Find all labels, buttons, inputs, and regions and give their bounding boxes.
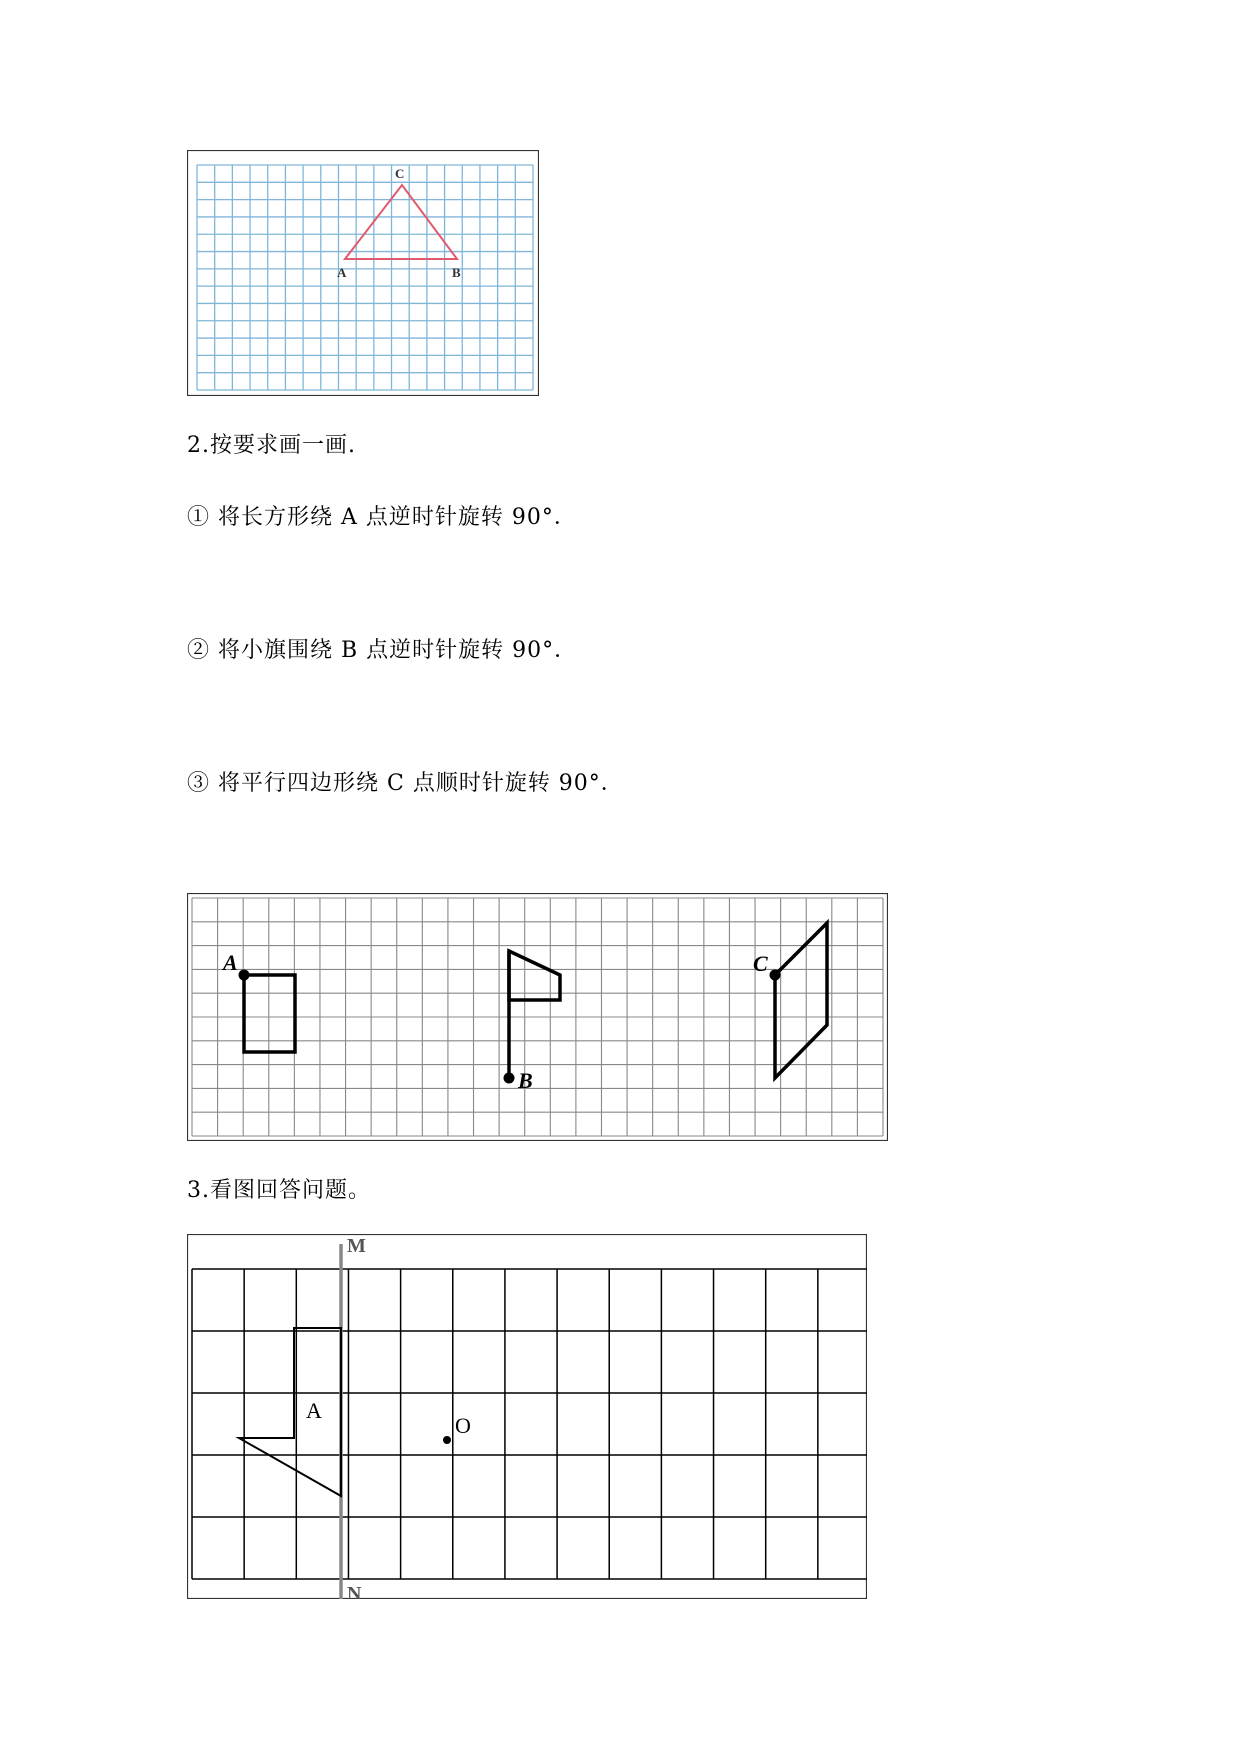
symmetry-grid-figure [187,1234,867,1599]
point-o-dot [443,1436,451,1444]
label-n: N [347,1583,362,1599]
label-c: C [753,951,768,976]
label-b: B [452,265,461,280]
point-b-dot [504,1073,515,1084]
q2-item-3: ③ 将平行四边形绕 C 点顺时针旋转 90°． [187,771,624,796]
rotation-grid-figure [187,893,888,1141]
q2-item-1: ① 将长方形绕 A 点逆时针旋转 90°． [187,505,577,530]
q2-item-2: ② 将小旗围绕 B 点逆时针旋转 90°． [187,638,578,663]
label-o: O [455,1413,471,1438]
label-b: B [518,1068,533,1093]
label-a: A [223,950,238,975]
point-a-dot [239,970,250,981]
label-shape-a: A [306,1398,322,1423]
label-a: A [337,265,347,280]
label-c: C [395,166,405,181]
q3-title: 3.看图回答问题。 [187,1178,371,1203]
triangle-grid-figure [187,150,539,396]
q2-title: 2.按要求画一画. [187,433,356,458]
point-c-dot [770,970,781,981]
label-m: M [347,1235,366,1257]
